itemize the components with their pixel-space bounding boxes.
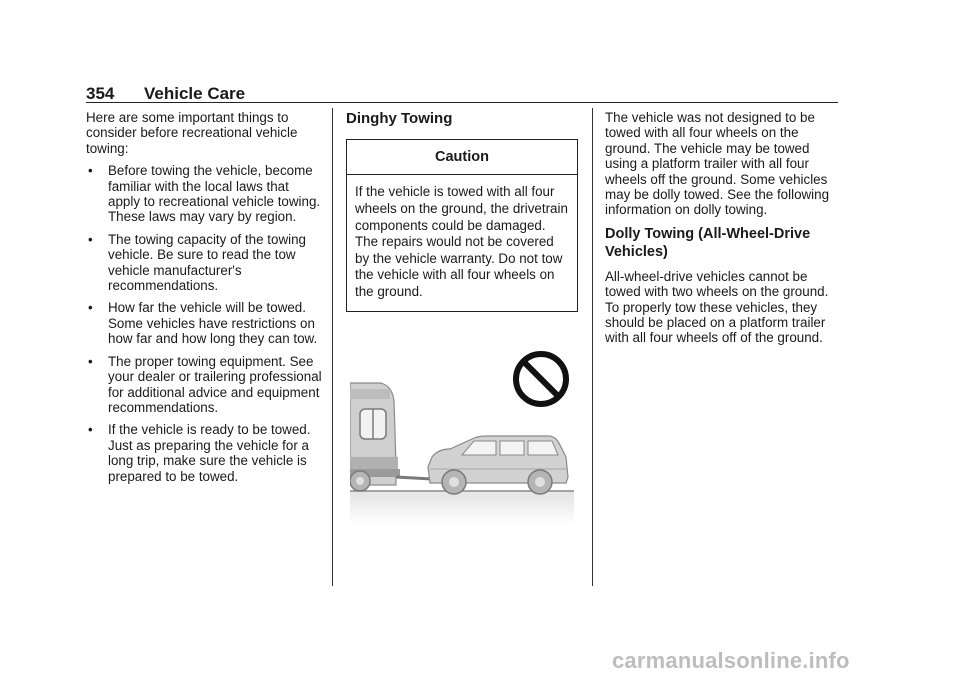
list-item-text: How far the vehicle will be towed. Some vehicles have restrictions on how far and how long they can tow. — [108, 300, 318, 347]
bullet-icon: • — [88, 231, 93, 247]
header-rule — [86, 102, 838, 103]
list-item-text: If the vehicle is ready to be towed. Just as preparing the vehicle for a long trip, make sure the vehicle is prepared to be towed. — [108, 422, 311, 484]
info-paragraph: The vehicle was not designed to be towed with all four wheels on the ground. The vehicle may be towed using a platform trailer with all four wheels off the ground. Some vehicles may be dolly towed. See the following information on dolly towing. — [605, 110, 830, 218]
list-item-text: Before towing the vehicle, become familiar with the local laws that apply to recreational vehicle towing. These laws may vary by region. — [108, 163, 321, 225]
page-header — [86, 84, 838, 104]
bullet-icon: • — [88, 353, 93, 369]
column-middle — [346, 110, 582, 334]
list-item — [86, 300, 322, 346]
list-item — [86, 354, 322, 416]
intro-paragraph: Here are some important things to consider before recreational vehicle towing: — [86, 110, 298, 156]
column-right — [605, 110, 841, 353]
section-title: Vehicle Care — [144, 84, 246, 103]
column-left — [86, 110, 322, 491]
watermark: carmanualsonline.info — [612, 648, 850, 673]
list-item — [86, 422, 322, 484]
list-item — [86, 232, 322, 294]
bullet-icon: • — [88, 300, 93, 316]
subsection-heading: Dolly Towing (All-Wheel-Drive Vehicles) — [605, 225, 811, 260]
caution-title: Caution — [347, 140, 577, 175]
section-heading: Dinghy Towing — [346, 110, 453, 127]
bullet-icon: • — [88, 422, 93, 438]
caution-text: If the vehicle is towed with all four wheels on the ground, the drivetrain components could be damaged. The repairs would not be covered by the vehicle warranty. Do not tow the vehicle with all four wheels on the ground. — [355, 184, 568, 299]
list-item-text: The proper towing equipment. See your dealer or trailering professional for additional advice and equipment recommendations. — [108, 353, 322, 415]
list-item — [86, 163, 322, 225]
rv-icon — [350, 383, 400, 491]
tow-bar — [396, 477, 432, 479]
column-divider-2 — [592, 108, 593, 586]
suv-icon — [428, 436, 568, 494]
page-number: 354 — [86, 84, 115, 103]
info-paragraph: All-wheel-drive vehicles cannot be towed with two wheels on the ground. To properly tow these vehicles, they should be placed on a platform trailer with all four wheels off of the ground. — [605, 268, 829, 346]
bullet-icon: • — [88, 163, 93, 179]
dinghy-towing-illustration — [350, 345, 574, 525]
caution-box — [346, 139, 578, 312]
list-item-text: The towing capacity of the towing vehicle. Be sure to read the tow vehicle manufacturer's recommendations. — [108, 231, 306, 294]
column-divider-1 — [332, 108, 333, 586]
